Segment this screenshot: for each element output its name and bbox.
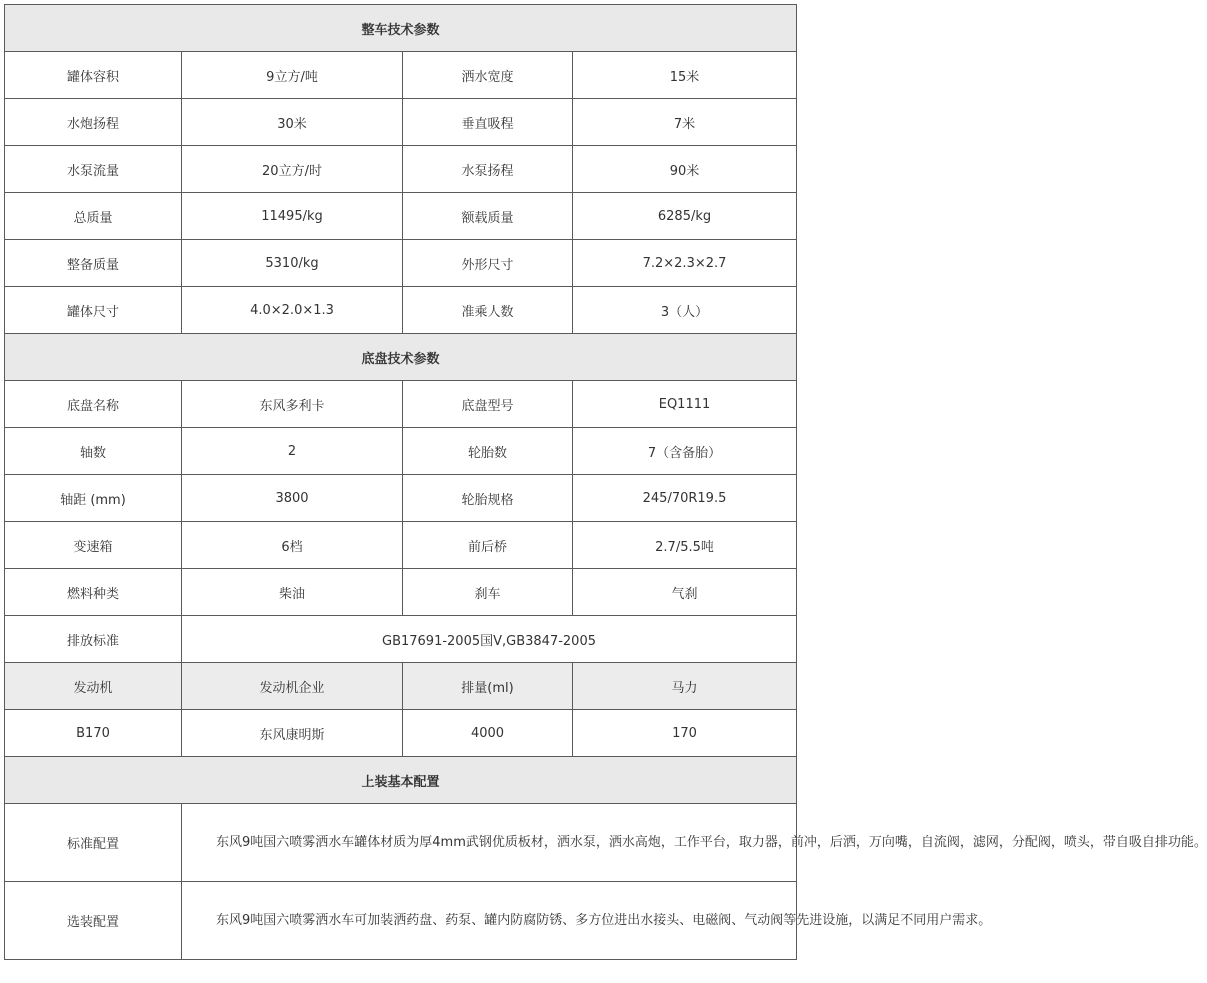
table-row [5, 146, 797, 193]
param-label: 刹车 [403, 569, 573, 616]
param-value: 气刹 [573, 569, 797, 616]
config-description: 东风9吨国六喷雾洒水车可加装洒药盘、药泵、罐内防腐防锈、多方位进出水接头、电磁阀、气动阀等先进设施，以满足不同用户需求。 [182, 882, 797, 960]
table-row-emission [5, 616, 797, 663]
engine-maker: 东风康明斯 [182, 710, 403, 757]
param-label: 准乘人数 [403, 287, 573, 334]
spec-table [4, 4, 1207, 960]
column-header: 发动机企业 [182, 663, 403, 710]
param-value: 11495/kg [182, 193, 403, 240]
param-value: 3（人） [573, 287, 797, 334]
param-label: 水泵流量 [5, 146, 182, 193]
param-value: 7.2×2.3×2.7 [573, 240, 797, 287]
config-description: 东风9吨国六喷雾洒水车罐体材质为厚4mm武钢优质板材，洒水泵，洒水高炮，工作平台，取力器，前冲，后洒，万向嘴，自流阀，滤网，分配阀，喷头，带自吸自排功能。 [182, 804, 797, 882]
engine-row [5, 710, 797, 757]
param-label: 底盘名称 [5, 381, 182, 428]
param-label: 底盘型号 [403, 381, 573, 428]
param-value: 5310/kg [182, 240, 403, 287]
param-value: 20立方/时 [182, 146, 403, 193]
param-value: 30米 [182, 99, 403, 146]
section-title: 整车技术参数 [5, 5, 797, 52]
param-label: 燃料种类 [5, 569, 182, 616]
table-row [5, 52, 797, 99]
param-label: 罐体尺寸 [5, 287, 182, 334]
config-label: 选装配置 [5, 882, 182, 960]
engine-power: 170 [573, 710, 797, 757]
param-label: 轴距 (mm) [5, 475, 182, 522]
param-value: 东风多利卡 [182, 381, 403, 428]
section-title: 上装基本配置 [5, 757, 797, 804]
section-header-vehicle [5, 5, 797, 52]
param-value: 4.0×2.0×1.3 [182, 287, 403, 334]
table-row [5, 240, 797, 287]
param-value: 90米 [573, 146, 797, 193]
param-label: 洒水宽度 [403, 52, 573, 99]
engine-model: B170 [5, 710, 182, 757]
column-header: 马力 [573, 663, 797, 710]
param-label: 水泵扬程 [403, 146, 573, 193]
param-value: 6285/kg [573, 193, 797, 240]
param-value: EQ1111 [573, 381, 797, 428]
param-label: 整备质量 [5, 240, 182, 287]
param-label: 轮胎数 [403, 428, 573, 475]
table-row [5, 428, 797, 475]
table-row [5, 99, 797, 146]
section-title: 底盘技术参数 [5, 334, 797, 381]
table-row-standard-config [5, 804, 797, 882]
param-value: 3800 [182, 475, 403, 522]
param-value: 7米 [573, 99, 797, 146]
param-label: 水炮扬程 [5, 99, 182, 146]
param-label: 变速箱 [5, 522, 182, 569]
param-label: 轴数 [5, 428, 182, 475]
engine-header-row [5, 663, 797, 710]
param-label: 轮胎规格 [403, 475, 573, 522]
param-label: 前后桥 [403, 522, 573, 569]
param-label: 额载质量 [403, 193, 573, 240]
table-row [5, 569, 797, 616]
table-row [5, 522, 797, 569]
table-row [5, 475, 797, 522]
param-label: 垂直吸程 [403, 99, 573, 146]
param-label: 排放标准 [5, 616, 182, 663]
table-row [5, 381, 797, 428]
param-value: 7（含备胎） [573, 428, 797, 475]
param-value: 2.7/5.5吨 [573, 522, 797, 569]
section-header-config [5, 757, 797, 804]
param-value: 2 [182, 428, 403, 475]
param-value: 9立方/吨 [182, 52, 403, 99]
param-value: GB17691-2005国Ⅴ,GB3847-2005 [182, 616, 797, 663]
column-header: 发动机 [5, 663, 182, 710]
column-header: 排量(ml) [403, 663, 573, 710]
param-label: 总质量 [5, 193, 182, 240]
section-header-chassis [5, 334, 797, 381]
config-label: 标准配置 [5, 804, 182, 882]
engine-displacement: 4000 [403, 710, 573, 757]
table-row [5, 287, 797, 334]
param-value: 15米 [573, 52, 797, 99]
param-value: 6档 [182, 522, 403, 569]
param-value: 245/70R19.5 [573, 475, 797, 522]
table-row-optional-config [5, 882, 797, 960]
param-label: 罐体容积 [5, 52, 182, 99]
table-row [5, 193, 797, 240]
param-label: 外形尺寸 [403, 240, 573, 287]
param-value: 柴油 [182, 569, 403, 616]
